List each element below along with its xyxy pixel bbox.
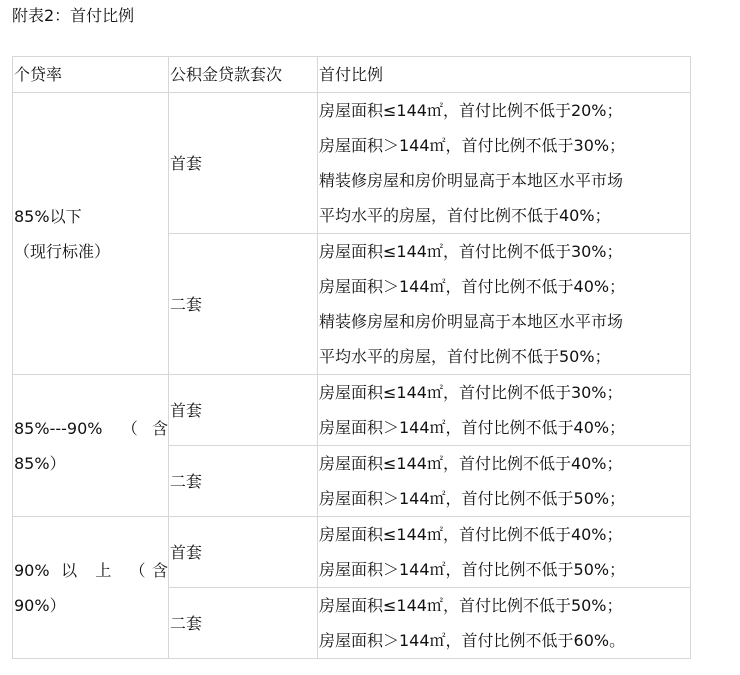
ratio-line: 房屋面积＞144㎡，首付比例不低于50%； xyxy=(319,560,626,579)
times-cell: 二套 xyxy=(169,446,318,517)
ratio-cell xyxy=(318,234,691,375)
times-cell: 首套 xyxy=(169,93,318,234)
table-header-row xyxy=(13,57,691,93)
times-cell: 首套 xyxy=(169,375,318,446)
rate-cell xyxy=(13,93,169,375)
ratio-line: 房屋面积≤144㎡，首付比例不低于40%； xyxy=(319,525,623,544)
ratio-line: 房屋面积＞144㎡，首付比例不低于30%； xyxy=(319,136,626,155)
header-loan-rate: 个贷率 xyxy=(13,57,169,93)
ratio-line: 平均水平的房屋，首付比例不低于50%； xyxy=(319,347,611,366)
ratio-cell xyxy=(318,375,691,446)
rate-line: 85%以下 xyxy=(14,206,82,226)
ratio-cell xyxy=(318,446,691,517)
table-row xyxy=(13,375,691,446)
times-cell: 二套 xyxy=(169,234,318,375)
ratio-cell xyxy=(318,517,691,588)
ratio-line: 精装修房屋和房价明显高于本地区水平市场 xyxy=(319,312,624,331)
ratio-cell xyxy=(318,588,691,659)
ratio-line: 房屋面积＞144㎡，首付比例不低于40%； xyxy=(319,418,626,437)
ratio-line: 房屋面积≤144㎡，首付比例不低于30%； xyxy=(319,242,623,261)
rate-line: 85%---90% （含 xyxy=(14,418,168,438)
ratio-line: 平均水平的房屋，首付比例不低于40%； xyxy=(319,206,611,225)
down-payment-table xyxy=(12,56,691,659)
ratio-line: 房屋面积≤144㎡，首付比例不低于40%； xyxy=(319,454,623,473)
ratio-line: 房屋面积＞144㎡，首付比例不低于60%。 xyxy=(319,631,626,650)
rate-line: 85%） xyxy=(14,453,66,473)
header-loan-times: 公积金贷款套次 xyxy=(169,57,318,93)
times-cell: 二套 xyxy=(169,588,318,659)
ratio-line: 房屋面积≤144㎡，首付比例不低于50%； xyxy=(319,596,623,615)
ratio-line: 房屋面积＞144㎡，首付比例不低于40%； xyxy=(319,277,626,296)
table-row xyxy=(13,517,691,588)
rate-line: 90%） xyxy=(14,595,66,615)
rate-cell xyxy=(13,375,169,517)
table-caption: 附表2：首付比例 xyxy=(12,6,135,25)
ratio-line: 精装修房屋和房价明显高于本地区水平市场 xyxy=(319,171,624,190)
rate-line: 90% 以 上 （含 xyxy=(14,560,168,580)
header-down-payment: 首付比例 xyxy=(318,57,691,93)
rate-cell xyxy=(13,517,169,659)
times-cell: 首套 xyxy=(169,517,318,588)
ratio-cell xyxy=(318,93,691,234)
table-row xyxy=(13,93,691,234)
ratio-line: 房屋面积＞144㎡，首付比例不低于50%； xyxy=(319,489,626,508)
ratio-line: 房屋面积≤144㎡，首付比例不低于30%； xyxy=(319,383,623,402)
rate-line: （现行标准） xyxy=(14,241,111,261)
ratio-line: 房屋面积≤144㎡，首付比例不低于20%； xyxy=(319,101,623,120)
